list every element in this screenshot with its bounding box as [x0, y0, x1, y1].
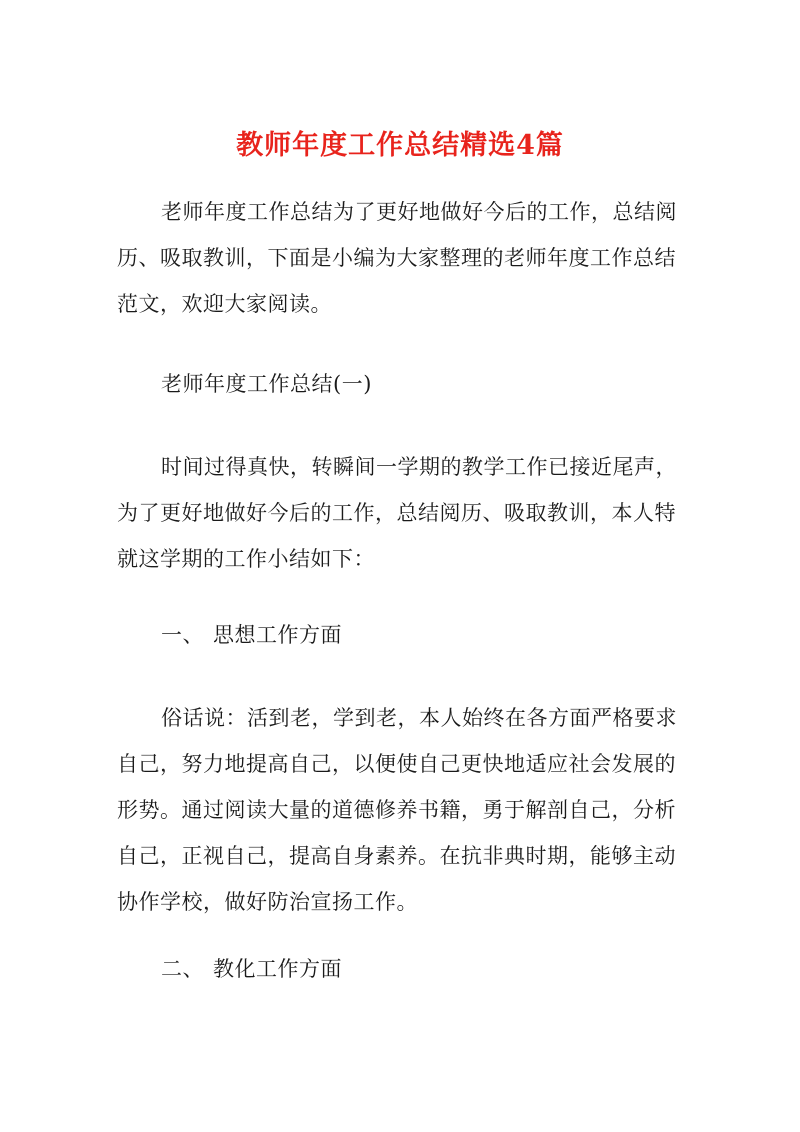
- paragraph-line: 历、吸取教训，下面是小编为大家整理的老师年度工作总结: [117, 246, 676, 270]
- paragraph-line: 俗话说：活到老，学到老，本人始终在各方面严格要求: [161, 706, 677, 730]
- paragraph-line: 为了更好地做好今后的工作，总结阅历、吸取教训，本人特: [117, 501, 676, 525]
- section-title-text: 老师年度工作总结(一): [161, 372, 372, 396]
- paragraph-line: 老师年度工作总结为了更好地做好今后的工作，总结阅: [161, 200, 677, 224]
- heading-number: 一、: [161, 623, 204, 647]
- heading-2: [117, 946, 687, 992]
- body-paragraph-1: [117, 444, 687, 582]
- document-title: 教师年度工作总结精选4篇: [236, 130, 564, 161]
- heading-number: 二、: [161, 957, 204, 981]
- heading-1: [117, 612, 687, 658]
- paragraph-line: 范文，欢迎大家阅读。: [117, 292, 332, 316]
- heading-text: 思想工作方面: [213, 623, 342, 647]
- section-title: [117, 361, 687, 407]
- paragraph-line: 自己，正视自己，提高自身素养。在抗非典时期，能够主动: [117, 844, 676, 868]
- paragraph-line: 时间过得真快，转瞬间一学期的教学工作已接近尾声，: [161, 455, 677, 479]
- paragraph-line: 协作学校，做好防治宣扬工作。: [117, 890, 418, 914]
- heading-text: 教化工作方面: [213, 957, 342, 981]
- paragraph-line: 形势。通过阅读大量的道德修养书籍，勇于解剖自己，分析: [117, 798, 676, 822]
- body-paragraph-2: [117, 695, 687, 925]
- paragraph-line: 自己，努力地提高自己，以便使自己更快地适应社会发展的: [117, 752, 676, 776]
- intro-paragraph: [117, 189, 687, 327]
- paragraph-line: 就这学期的工作小结如下：: [117, 547, 375, 571]
